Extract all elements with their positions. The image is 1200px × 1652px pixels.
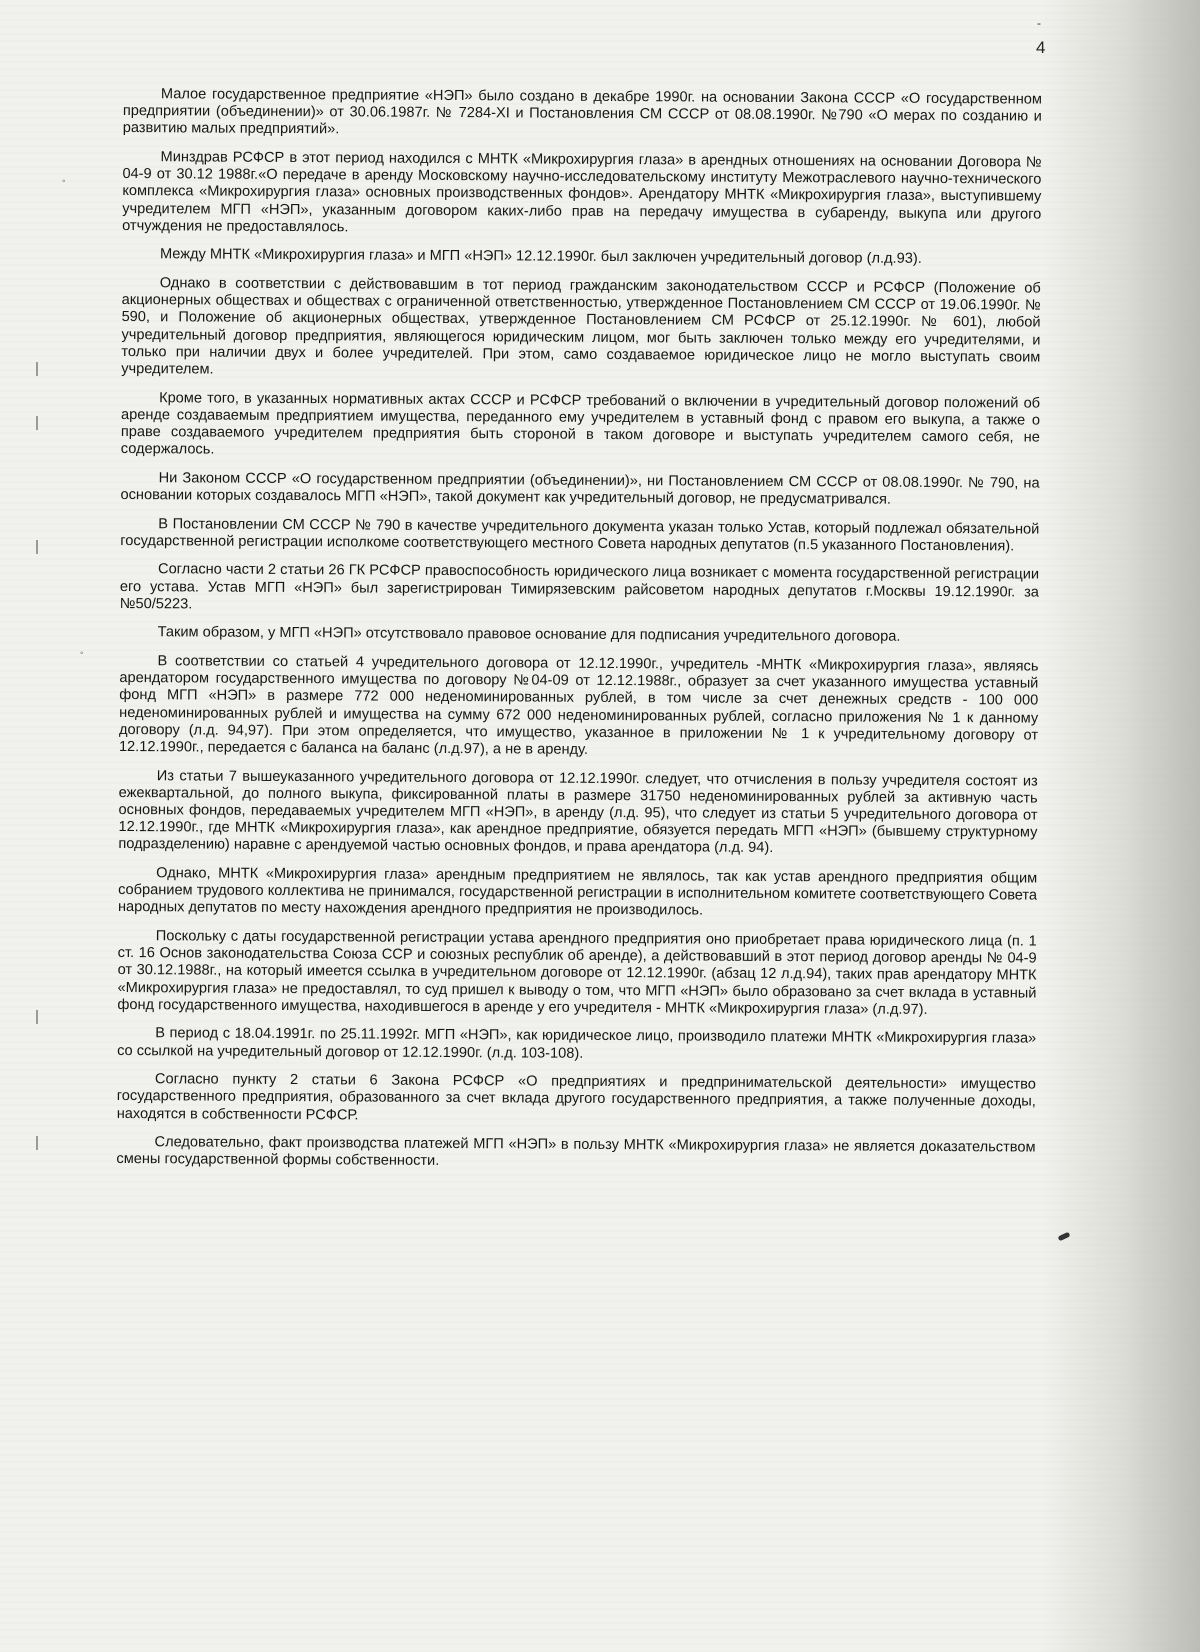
document-body	[116, 86, 1042, 1186]
paragraph: Согласно пункту 2 статьи 6 Закона РСФСР «О предприятиях и предпринимательской деятельности» имущество государственного предприятия, образованного за счет вклада другого государственного предприятия, а также полученные доходы, находятся в собственности РСФСР.	[116, 1071, 1036, 1124]
corner-mark: -	[1037, 16, 1041, 30]
margin-dash	[36, 1010, 38, 1024]
margin-dash	[36, 416, 38, 430]
margin-speck: ◦	[80, 648, 84, 659]
paragraph: Из статьи 7 вышеуказанного учредительного договора от 12.12.1990г. следует, что отчисления в пользу учредителя состоят из ежеквартальной, до полного выкупа, фиксированной платы в размере 31750 неденоминированных рублей за активную часть основных фондов, передаваемых учредителем МГП «НЭП», в аренду (л.д. 95), что следует из статьи 5 учредительного договора от 12.12.1990г., где МНТК «Микрохирургия глаза», как арендное предприятие, обязуется передать МГП «НЭП» (бывшему структурному подразделению) наравне с арендуемой частью основных фондов, и права арендатора (л.д. 94).	[118, 767, 1038, 857]
paragraph: В период с 18.04.1991г. по 25.11.1992г. МГП «НЭП», как юридическое лицо, производило платежи МНТК «Микрохирургия глаза» со ссылкой на учредительный договор от 12.12.1990г. (л.д. 103-108).	[117, 1025, 1037, 1062]
paragraph: Между МНТК «Микрохирургия глаза» и МГП «НЭП» 12.12.1990г. был заключен учредительный договор (л.д.93).	[159, 246, 922, 268]
paragraph: Малое государственное предприятие «НЭП» было создано в декабре 1990г. на основании Закона СССР «О государственном предприятии (объединении)» от 30.06.1987г. № 7284-XI и Постановления СМ СССР от 08.08.1990г. №790 «О мерах по созданию и развитию малых предприятий».	[122, 86, 1042, 138]
margin-speck: ◦	[62, 176, 66, 187]
page-number: 4	[1036, 38, 1046, 57]
paragraph: Однако, МНТК «Микрохирургия глаза» арендным предприятием не являлось, так как устав арендного предприятия общим собранием трудового коллектива не принимался, государственной регистрации в исполнительном комитете соответствующего Совета народных депутатов по месту нахождения арендного предприятия не производилось.	[117, 865, 1038, 919]
paragraph: В Постановлении СМ СССР № 790 в качестве учредительного документа указан только Устав, который подлежал обязательной государственной регистрации исполкоме соответствующего местного Совета народных депутатов (п.5 указанного Постановления).	[120, 515, 1040, 555]
paragraph: Согласно части 2 статьи 26 ГК РСФСР правоспособность юридического лица возникает с момента государственной регистрации его устава. Устав МГП «НЭП» был зарегистрирован Тимирязевским райсоветом народных депутатов г.Москвы 19.12.1990г. за №50/5223.	[119, 561, 1040, 613]
paragraph: Ни Законом СССР «О государственном предприятии (объединении)», ни Постановлением СМ СССР от 08.08.1990г. № 790, на основании которых создавалось МГП «НЭП», такой документ как учредительный договор, не предусматривался.	[120, 470, 1040, 508]
paragraph: Минздрав РСФСР в этот период находился с МНТК «Микрохирургия глаза» в арендных отношениях на основании Договора № 04-9 от 30.12 1988г.«О передаче в аренду Московскому научно-исследовательскому институту Межотраслевого научно-технического комплекса «Микрохирургия глаза» основных производственных фондов». Арендатору МНТК «Микрохирургия глаза», выступившему учредителем МГП «НЭП», указанным договором каких-либо прав на передачу имущества в субаренду, выкупа или другого отчуждения не предоставлялось.	[122, 149, 1042, 236]
margin-dash	[36, 362, 38, 376]
paragraph: В соответствии со статьей 4 учредительного договора от 12.12.1990г., учредитель -МНТК «Микрохирургия глаза», являясь арендатором государственного имущества по договору №04-09 от 12.12.1988г., образует за счет указанного имущества уставный фонд МГП «НЭП» в размере 772 000 неденоминированных рублей, в том числе за счет денежных средств - 100 000 неденоминированных рублей и имущества на сумму 672 000 неденоминированных рублей, согласно приложения № 1 к данному договору (л.д. 94,97). При этом определяется, что имущество, указанное в приложении № 1 к учредительному договору от 12.12.1990г., передается с баланса на баланс (л.д.97), а не в аренду.	[118, 653, 1039, 758]
paragraph: Поскольку с даты государственной регистрации устава арендного предприятия оно приобретает права юридического лица (п. 1 ст. 16 Основ законодательства Союза ССР и союзных республик об аренде), а действовавший в этот период договор аренды № 04-9 от 30.12.1988г., на который имеется ссылка в учредительном договоре от 12.12.1990г. (абзац 12 л.д.94), таких прав арендатору МНТК «Микрохирургия глаза» не предоставлял, то суд пришел к выводу о том, что МГП «НЭП» было образовано за счет вклада в уставный фонд государственного имущества, находившегося в аренде у его учредителя - МНТК «Микрохирургия глаза» (л.д.97).	[117, 928, 1037, 1018]
paragraph: Таким образом, у МГП «НЭП» отсутствовало правовое основание для подписания учредительного договора.	[157, 624, 901, 646]
paragraph: Однако в соответствии с действовавшим в тот период гражданским законодательством СССР и РСФСР (Положение об акционерных обществах и обществах с ограниченной ответственностью, утвержденное Постановлением СМ СССР от 19.06.1990г. № 590, и Положение об акционерных обществах, утвержденное Постановлением СМ РСФСР от 25.12.1990г. № 601), любой учредительный договор предприятия, являющегося юридическим лицом, мог быть заключен только между его учредителями, и только при наличии двух и более учредителей. При этом, само создаваемое юридическое лицо не могло выступать своим учредителем.	[121, 275, 1041, 378]
paragraph: Кроме того, в указанных нормативных актах СССР и РСФСР требований о включении в учредительный договор положений об аренде создаваемым предприятием имущества, переданного ему учредителем в уставный фонд с правом его выкупа, а также о праве создаваемого учредителем предприятия быть стороной в таком договоре и выступать учредителем самого себя, не содержалось.	[120, 389, 1041, 458]
margin-dash	[36, 540, 38, 554]
paragraph: Следовательно, факт производства платежей МГП «НЭП» в пользу МНТК «Микрохирургия глаза» не является доказательством смены государственной формы собственности.	[116, 1134, 1036, 1170]
ink-blot	[1058, 1232, 1071, 1242]
margin-dash	[36, 1136, 38, 1150]
